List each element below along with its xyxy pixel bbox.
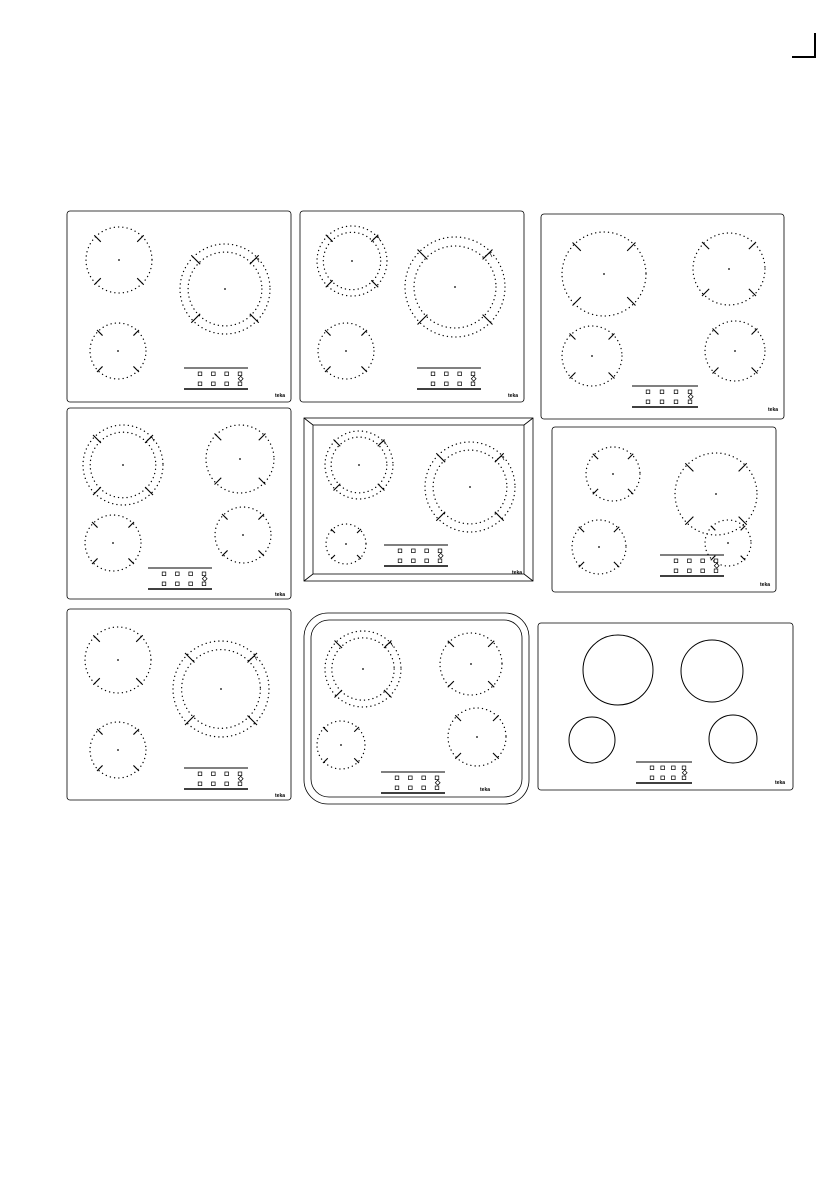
control-key (688, 569, 692, 573)
zone-tick (136, 678, 143, 685)
control-key (422, 786, 426, 790)
zone-center-dot (454, 286, 456, 288)
control-key (650, 776, 654, 780)
cooking-zone (583, 635, 653, 705)
zone-tick (741, 556, 746, 561)
zone-tick (335, 641, 343, 649)
control-panel (632, 386, 698, 407)
zone-tick (741, 526, 746, 531)
zone-tick (614, 527, 619, 532)
zone-center-dot (470, 663, 472, 665)
control-key (189, 572, 193, 576)
control-key (395, 776, 399, 780)
control-key (438, 549, 442, 553)
zone-tick (145, 487, 153, 495)
cooking-zone (562, 232, 646, 316)
zone-tick (94, 235, 101, 242)
control-key (435, 786, 439, 790)
control-panel (381, 772, 445, 793)
cooking-zone (709, 715, 757, 763)
control-key (202, 582, 206, 586)
control-key (238, 372, 242, 376)
power-key (238, 376, 243, 381)
hob-3 (541, 214, 784, 419)
zone-tick (185, 715, 195, 725)
control-key (714, 569, 718, 573)
zone-center-dot (340, 744, 342, 746)
zone-center-dot (345, 543, 347, 545)
zone-center-dot (220, 688, 222, 690)
zone-center-dot (122, 464, 124, 466)
control-key (238, 382, 242, 386)
cooking-zone (693, 233, 765, 305)
zone-center-dot (117, 659, 119, 661)
zone-tick (326, 280, 333, 287)
zone-tick (250, 314, 259, 323)
control-key (661, 776, 665, 780)
zone-center-dot (476, 736, 478, 738)
zone-tick (579, 562, 584, 567)
cooking-zone (562, 326, 622, 386)
zone-tick (493, 753, 499, 759)
zone-tick (711, 556, 716, 561)
power-key (238, 776, 243, 781)
bevel-corner (304, 574, 313, 581)
control-key (682, 766, 686, 770)
cooking-zone (705, 520, 751, 566)
zone-tick (93, 635, 100, 642)
zone-tick (609, 334, 615, 340)
control-key (198, 782, 202, 786)
zone-tick (92, 522, 98, 528)
zone-center-dot (242, 534, 244, 536)
control-key (412, 559, 416, 563)
brand-logo: teka (508, 393, 519, 399)
zone-tick (448, 681, 454, 687)
zone-tick (685, 517, 693, 525)
zone-tick (93, 435, 101, 443)
zone-tick (371, 280, 378, 287)
zone-tick (685, 463, 693, 471)
zone-tick (609, 373, 615, 379)
brand-logo: teka (275, 592, 286, 598)
zone-center-dot (224, 288, 226, 290)
zone-tick (354, 727, 359, 732)
control-key (438, 559, 442, 563)
control-key (431, 382, 435, 386)
cooking-zone (675, 453, 757, 535)
zone-tick (570, 334, 576, 340)
zone-tick (133, 330, 139, 336)
bevel-corner (524, 418, 533, 425)
zone-tick (573, 297, 581, 305)
zone-tick (488, 641, 494, 647)
control-key (212, 372, 216, 376)
cooking-zone (681, 640, 743, 702)
control-key (688, 400, 692, 404)
zone-tick (436, 453, 445, 462)
zone-tick (97, 330, 103, 336)
zone-center-dot (118, 259, 120, 261)
brand-logo: teka (275, 393, 286, 399)
control-key (409, 776, 413, 780)
cooking-zone (317, 721, 365, 769)
zone-tick (384, 690, 392, 698)
control-key (435, 776, 439, 780)
hob-7 (67, 609, 291, 800)
control-key (672, 776, 676, 780)
zone-tick (137, 235, 144, 242)
brand-logo: teka (760, 582, 771, 588)
zone-tick (191, 255, 200, 264)
hob-1 (67, 211, 291, 402)
control-key (674, 569, 678, 573)
cooking-zone (326, 524, 366, 564)
zone-tick (325, 366, 331, 372)
power-key (688, 394, 693, 399)
cooking-zone (180, 244, 270, 334)
control-key (198, 372, 202, 376)
zone-tick (97, 366, 103, 372)
hob-frame-outer (304, 418, 533, 581)
cooking-zone (586, 447, 640, 501)
cooking-zone (325, 631, 401, 707)
zone-tick (259, 434, 266, 441)
control-key (412, 549, 416, 553)
zone-tick (493, 715, 499, 721)
zone-tick (97, 729, 103, 735)
control-panel (148, 568, 212, 589)
zone-tick (222, 550, 228, 556)
control-key (661, 766, 665, 770)
control-panel (184, 368, 248, 389)
zone-center-dot (117, 749, 119, 751)
zone-tick (739, 463, 747, 471)
hob-frame-inner (313, 425, 524, 574)
hob-frame (538, 623, 793, 790)
control-key (646, 400, 650, 404)
zone-tick (128, 558, 134, 564)
control-key (225, 382, 229, 386)
control-key (688, 390, 692, 394)
control-key (701, 569, 705, 573)
hob-6 (552, 427, 776, 592)
control-key (431, 372, 435, 376)
control-key (422, 776, 426, 780)
hob-2 (300, 211, 524, 402)
cooking-zone (440, 633, 502, 695)
zone-center-dot (345, 350, 347, 352)
power-key (435, 780, 440, 785)
brand-logo: teka (512, 570, 523, 576)
control-panel (417, 368, 481, 389)
control-key (425, 559, 429, 563)
hob-frame (300, 211, 524, 402)
brand-logo: teka (275, 793, 286, 799)
power-key (714, 563, 719, 568)
zone-center-dot (469, 486, 471, 488)
control-key (425, 549, 429, 553)
cooking-zone (318, 323, 374, 379)
zone-center-dot (612, 473, 614, 475)
zone-tick (133, 765, 139, 771)
cooking-zone (425, 442, 515, 532)
cooking-zone (325, 431, 393, 499)
zone-tick (335, 690, 343, 698)
control-key (458, 372, 462, 376)
zone-tick (259, 478, 266, 485)
cooking-zone (705, 321, 765, 381)
control-key (688, 559, 692, 563)
zone-center-dot (239, 458, 241, 460)
power-key (438, 553, 443, 558)
control-panel (636, 762, 692, 783)
control-key (409, 786, 413, 790)
cooking-zone (215, 507, 271, 563)
zone-tick (93, 487, 101, 495)
zone-tick (378, 484, 385, 491)
zone-tick (133, 366, 139, 372)
zone-tick (570, 373, 576, 379)
bevel-corner (304, 418, 313, 425)
cooking-zone (405, 237, 505, 337)
zone-tick (628, 454, 633, 459)
control-key (176, 582, 180, 586)
control-key (189, 582, 193, 586)
zone-tick (323, 727, 328, 732)
cooking-zone (173, 641, 269, 737)
cooking-zone (569, 717, 615, 763)
hob-5 (304, 418, 533, 581)
zone-tick (713, 368, 719, 374)
zone-center-dot (362, 668, 364, 670)
control-key (458, 382, 462, 386)
brand-logo: teka (480, 787, 491, 793)
cooking-zone (85, 515, 141, 571)
zone-tick (627, 243, 635, 251)
hob-frame-outer (304, 613, 529, 804)
control-key (674, 390, 678, 394)
control-key (682, 776, 686, 780)
control-key (471, 372, 475, 376)
zone-tick (258, 514, 264, 520)
cooking-zone (317, 226, 387, 296)
cooking-zone (90, 323, 146, 379)
zone-tick (334, 440, 341, 447)
control-key (238, 782, 242, 786)
control-key (202, 572, 206, 576)
zone-tick (713, 329, 719, 335)
power-key (471, 376, 476, 381)
zone-tick (215, 434, 222, 441)
zone-tick (326, 235, 333, 242)
brand-logo: teka (768, 407, 779, 413)
power-key (682, 770, 687, 775)
zone-center-dot (603, 273, 605, 275)
zone-tick (92, 558, 98, 564)
control-key (212, 782, 216, 786)
zone-tick (93, 678, 100, 685)
zone-tick (136, 635, 143, 642)
control-key (714, 559, 718, 563)
control-key (672, 766, 676, 770)
control-key (198, 772, 202, 776)
zone-center-dot (117, 350, 119, 352)
hob-9 (538, 623, 793, 790)
zone-tick (258, 550, 264, 556)
cooking-zone (90, 722, 146, 778)
zone-tick (215, 478, 222, 485)
control-panel (184, 768, 248, 789)
zone-tick (354, 758, 359, 763)
zone-tick (94, 278, 101, 285)
control-key (646, 390, 650, 394)
zone-tick (579, 527, 584, 532)
zone-center-dot (351, 260, 353, 262)
zone-tick (702, 242, 709, 249)
control-key (445, 372, 449, 376)
zone-tick (495, 512, 504, 521)
zone-tick (436, 512, 445, 521)
zone-center-dot (591, 355, 593, 357)
zone-tick (418, 315, 428, 325)
control-key (660, 390, 664, 394)
control-key (398, 549, 402, 553)
control-key (650, 766, 654, 770)
zone-tick (711, 526, 716, 531)
zone-tick (752, 368, 758, 374)
zone-tick (361, 366, 367, 372)
zone-tick (749, 242, 756, 249)
zone-tick (185, 653, 195, 663)
zone-tick (331, 529, 335, 533)
bevel-corner (524, 574, 533, 581)
control-key (225, 372, 229, 376)
control-panel (660, 555, 724, 576)
cooking-zone (83, 425, 163, 505)
zone-tick (361, 330, 367, 336)
control-key (471, 382, 475, 386)
hob-frame (541, 214, 784, 419)
zone-center-dot (734, 350, 736, 352)
zone-tick (357, 529, 361, 533)
control-key (225, 782, 229, 786)
zone-tick (222, 514, 228, 520)
zone-tick (357, 555, 361, 559)
zone-tick (191, 314, 200, 323)
zone-tick (448, 641, 454, 647)
zone-tick (628, 489, 633, 494)
control-key (162, 582, 166, 586)
brand-logo: teka (775, 780, 786, 786)
zone-tick (488, 681, 494, 687)
zone-tick (323, 758, 328, 763)
cooking-zone (86, 227, 152, 293)
zone-tick (137, 278, 144, 285)
zone-tick (247, 715, 257, 725)
zone-tick (128, 522, 134, 528)
control-key (212, 382, 216, 386)
control-key (212, 772, 216, 776)
zone-tick (702, 289, 709, 296)
zone-center-dot (598, 546, 600, 548)
cooking-zone (572, 520, 626, 574)
zone-tick (593, 454, 598, 459)
zone-tick (97, 765, 103, 771)
cooking-zone (448, 708, 506, 766)
zone-tick (334, 484, 341, 491)
zone-center-dot (727, 542, 729, 544)
control-key (660, 400, 664, 404)
hob-8 (304, 613, 529, 804)
control-key (398, 559, 402, 563)
zone-tick (627, 297, 635, 305)
hob-frame (67, 211, 291, 402)
control-key (238, 772, 242, 776)
control-panel (384, 545, 448, 566)
hob-4 (67, 408, 291, 599)
zone-tick (614, 562, 619, 567)
cooking-zone (85, 627, 151, 693)
zone-center-dot (112, 542, 114, 544)
zone-tick (331, 555, 335, 559)
zone-tick (483, 315, 493, 325)
control-key (701, 559, 705, 563)
control-key (445, 382, 449, 386)
control-key (198, 382, 202, 386)
zone-center-dot (728, 268, 730, 270)
zone-tick (573, 243, 581, 251)
zone-center-dot (358, 464, 360, 466)
power-key (202, 576, 207, 581)
control-key (225, 772, 229, 776)
control-key (162, 572, 166, 576)
control-key (674, 559, 678, 563)
zone-tick (455, 715, 461, 721)
hob-frame (67, 609, 291, 800)
zone-tick (593, 489, 598, 494)
zone-tick (455, 753, 461, 759)
zone-tick (418, 250, 428, 260)
control-key (674, 400, 678, 404)
control-key (176, 572, 180, 576)
hob-frame-inner (311, 620, 522, 797)
cooking-zone (206, 425, 274, 493)
zone-tick (752, 329, 758, 335)
hob-frame (552, 427, 776, 592)
zone-tick (325, 330, 331, 336)
control-key (395, 786, 399, 790)
hob-frame (67, 408, 291, 599)
zone-tick (133, 729, 139, 735)
zone-tick (749, 289, 756, 296)
zone-center-dot (715, 493, 717, 495)
